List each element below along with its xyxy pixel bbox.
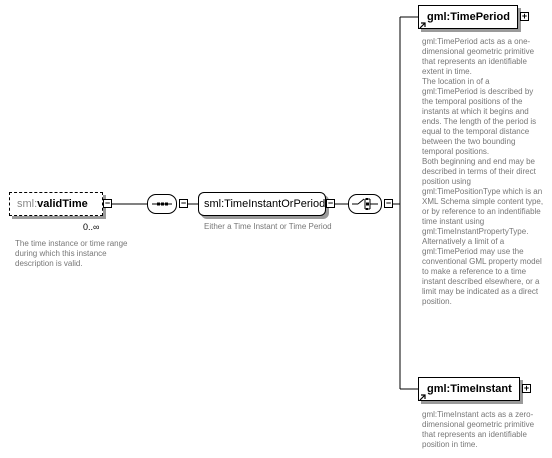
timeperiod-expand-button[interactable]: + (521, 11, 528, 21)
timeperiod-description: gml:TimePeriod acts as a one-dimensional geometric primitive that represents an identifiable extent in time. The location in of a gml:TimePeriod is described by the temporal positions of the instants at which it begins and ends. The length of the period is equal to the temporal distance between the two bounding temporal positions. Both beginning and end may be described in terms of their direct position using gml:TimePositionType which is an XML Schema simple content type, or by reference to an indentifiable time instant using gml:TimeInstantPropertyType. Alternatively a limit of a gml:TimePeriod may use the conventional GML property model to make a reference to a time instant described elsewhere, or a limit may be indicated as a direct position. (422, 37, 544, 306)
timeinstantorperiod-label: sml:TimeInstantOrPeriod (204, 198, 326, 210)
reference-arrow-icon (419, 22, 426, 29)
validtime-element[interactable] (9, 192, 103, 216)
timeinstantorperiod-group[interactable] (198, 192, 326, 216)
timeperiod-label: gml:TimePeriod (427, 11, 510, 23)
timeinstant-expand-button[interactable]: + (523, 383, 530, 393)
validtime-name: validTime (37, 198, 88, 210)
timeperiod-element[interactable] (418, 5, 518, 29)
choice-collapse-button[interactable]: − (385, 198, 392, 208)
validtime-collapse-button[interactable]: − (104, 198, 111, 208)
choice-icon (348, 194, 382, 214)
validtime-prefix: sml: (17, 198, 38, 210)
validtime-description: The time instance or time range during which this instance description is valid. (15, 239, 130, 268)
choice-compositor[interactable] (348, 194, 382, 214)
sequence-compositor[interactable] (147, 194, 177, 214)
sequence-collapse-button[interactable]: − (180, 198, 187, 208)
sequence-icon (147, 194, 177, 214)
reference-arrow-icon (419, 394, 426, 401)
validtime-cardinality: 0..∞ (83, 222, 100, 232)
group-collapse-button[interactable]: − (327, 198, 334, 208)
timeinstant-element[interactable] (418, 377, 520, 401)
timeinstant-description: gml:TimeInstant acts as a zero-dimensional geometric primitive that represents an identifiable position in time. (422, 410, 537, 449)
timeinstantorperiod-description: Either a Time Instant or Time Period (204, 222, 332, 231)
timeinstant-label: gml:TimeInstant (427, 383, 512, 395)
